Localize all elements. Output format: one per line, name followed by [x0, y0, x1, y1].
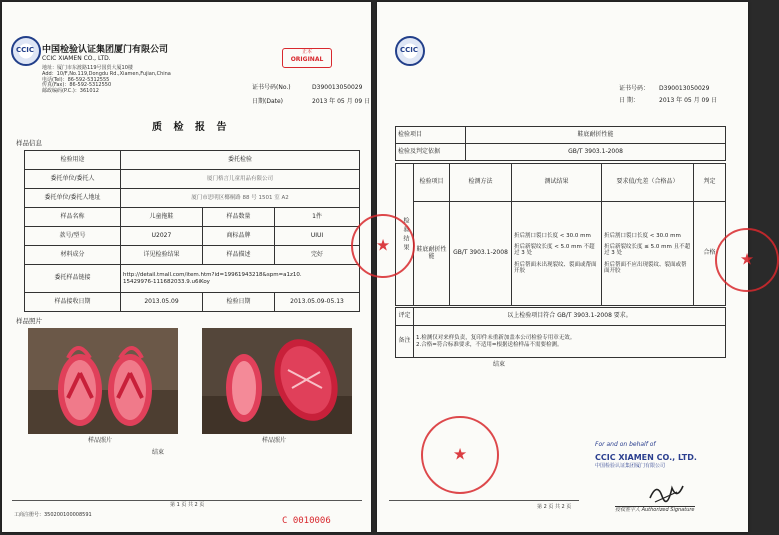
official-seal-bottom: ★: [421, 416, 499, 494]
official-seal-right: ★: [715, 228, 779, 292]
page-number: 第 1 页 共 2 页: [170, 502, 205, 508]
test-basis-label: 检验及判定依据: [396, 144, 466, 161]
company-en-2: CCIC XIAMEN CO., LTD.: [595, 452, 697, 462]
date: 2013 年 05 月 09 日: [312, 98, 371, 105]
desc-value: 完好: [275, 246, 360, 265]
photo-caption-1: 样品照片: [88, 437, 113, 444]
page-divider-2: [389, 500, 579, 501]
client-value: 厦门格言儿童用品有限公司: [121, 170, 360, 189]
test-result-table: [395, 163, 726, 306]
recv-value: 2013.05.09: [121, 293, 203, 312]
eval-value: 以上检验项目符合 GB/T 3903.1-2008 要求。: [414, 308, 726, 326]
ccic-logo-2: CCIC: [395, 36, 425, 66]
original-stamp: 正本 ORIGINAL: [282, 48, 332, 68]
cert-no-2: D390013050029: [659, 85, 710, 92]
row-result: 折后割口裂口长度 < 30.0 mm 折后新裂纹长度 < 5.0 mm 不超过 3 处 折后帮面未出现裂纹、裂面或帮面开胶: [512, 202, 602, 306]
company-name-cn: 中国检验认证集团厦门有限公司: [42, 45, 169, 55]
col-method: 检测方法: [450, 164, 512, 202]
col-requirement: 要求值/允差（合格品）: [602, 164, 694, 202]
client-label: 委托单位/委托人: [25, 170, 121, 189]
remark-value: 1.检测仅对来样负责，复印件未重新加盖本公司检验专用章无效。 2.合格=符合标准要求，不适用=根据送检样品不需要检测。: [414, 326, 726, 358]
recv-label: 样品接收日期: [25, 293, 121, 312]
official-seal-middle: ★: [351, 214, 415, 278]
sample-photo-2: [202, 328, 352, 434]
report-title: 质 检 报 告: [152, 122, 231, 133]
date-label-2: 日 期：: [619, 97, 639, 104]
cert-no-label-2: 证书号码：: [619, 85, 650, 92]
row-method: GB/T 3903.1-2008: [450, 202, 512, 306]
page-number-2: 第 2 页 共 2 页: [537, 504, 572, 510]
model-label: 款号/型号: [25, 227, 121, 246]
signature-label: 授权签字人 Authorized Signature: [615, 507, 695, 513]
for-behalf: For and on behalf of: [595, 441, 656, 448]
model-value: U2027: [121, 227, 203, 246]
purpose-label: 检验用途: [25, 151, 121, 170]
name-label: 样品名称: [25, 208, 121, 227]
qty-label: 样品数量: [203, 208, 275, 227]
material-value: 详见检验结果: [121, 246, 203, 265]
company-name-en: CCIC XIAMEN CO., LTD.: [42, 55, 111, 62]
link-label: 委托样品链接: [25, 265, 121, 293]
link-value: http://detail.tmall.com/item.htm?id=19961943218&spm=a1z10. 15429976-111682033.9.u6iKoy: [121, 265, 360, 293]
sample-info-table: [24, 150, 360, 312]
section-photo: 样品照片: [16, 317, 42, 325]
row-item: 鞋底耐折性能: [414, 202, 450, 306]
page-divider: [12, 500, 362, 501]
cert-no: D390013050029: [312, 84, 363, 91]
company-cn-2: 中国检验认证集团厦门有限公司: [595, 462, 666, 469]
photo-caption-2: 样品照片: [262, 437, 287, 444]
ccic-logo: CCIC: [11, 36, 41, 66]
brand-value: UIUI: [275, 227, 360, 246]
col-item: 检验项目: [414, 164, 450, 202]
desc-label: 样品描述: [203, 246, 275, 265]
row-requirement: 折后割口裂口长度 < 30.0 mm 折后新裂纹长度 ≤ 5.0 mm 且不超过 3 处 折后帮面不应出现裂纹、裂面或帮面开胶: [602, 202, 694, 306]
brand-label: 商标品牌: [203, 227, 275, 246]
test-date-label: 检验日期: [203, 293, 275, 312]
end-mark-2: 结束: [493, 361, 506, 368]
row-verdict: 合格: [694, 202, 726, 306]
remark-label: 备注: [396, 326, 414, 358]
test-item-value: 鞋底耐折性能: [466, 127, 726, 144]
signature-block: [595, 442, 697, 469]
section-sample-info: 样品信息: [16, 139, 42, 147]
sample-photo-1: [28, 328, 178, 434]
client-addr-label: 委托单位/委托人地址: [25, 189, 121, 208]
test-header-table: [395, 126, 726, 161]
serial-number: C 0010006: [282, 516, 331, 526]
end-mark: 结束: [152, 449, 165, 456]
name-value: 儿童拖鞋: [121, 208, 203, 227]
date-label: 日期(Date): [252, 98, 284, 105]
purpose-value: 委托检验: [121, 151, 360, 170]
date-2: 2013 年 05 月 09 日: [659, 97, 718, 104]
material-label: 材料成分: [25, 246, 121, 265]
registration-no: 工商注册号：350200100008591: [14, 512, 92, 518]
eval-label: 评定: [396, 308, 414, 326]
col-result: 测试结果: [512, 164, 602, 202]
address-block: 地址：厦门市东渡路119号国贸大厦10楼 Add：10/F,No.119,Dongdu Rd.,Xiamen,Fujian,China 电话(Tel)：86-592-5312555 传真(Fax)：86-592-5312550 邮政编码(P.C.)：361012: [42, 65, 171, 94]
col-verdict: 判定: [694, 164, 726, 202]
qty-value: 1件: [275, 208, 360, 227]
evaluation-table: [395, 307, 726, 358]
client-addr-value: 厦门市思明区椰桐路 88 号 1501 室 A2: [121, 189, 360, 208]
report-page-2: [375, 2, 755, 532]
cert-no-label: 证书号码(No.): [252, 84, 291, 91]
result-side-label: 检验结果: [396, 164, 414, 306]
test-basis-value: GB/T 3903.1-2008: [466, 144, 726, 161]
test-date-value: 2013.05.09-05.13: [275, 293, 360, 312]
report-page-1: [2, 2, 371, 532]
test-item-label: 检验项目: [396, 127, 466, 144]
